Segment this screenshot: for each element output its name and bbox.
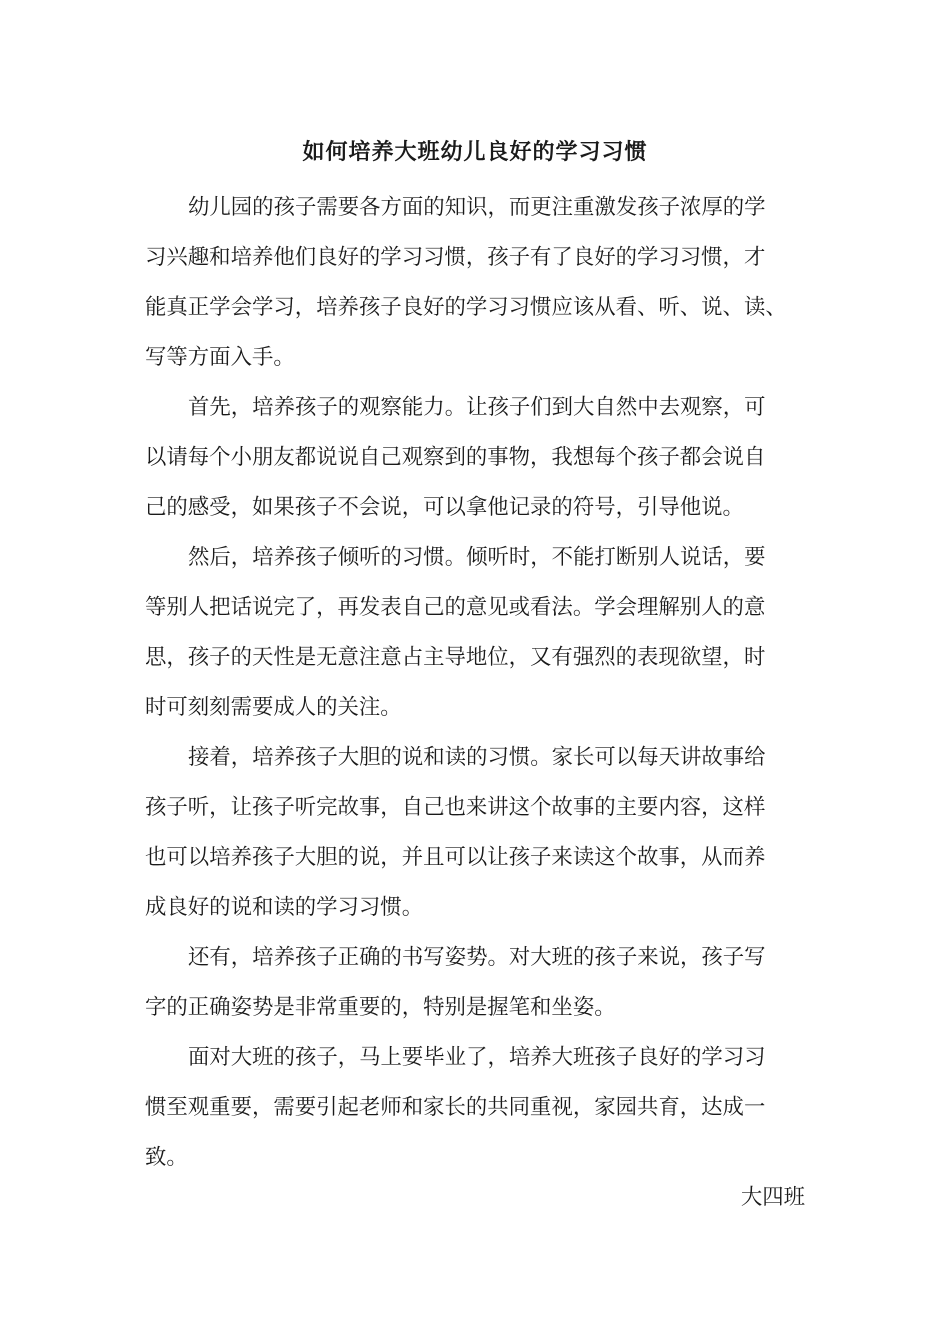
text-line: 首先，培养孩子的观察能力。让孩子们到大自然中去观察，可: [188, 395, 766, 420]
text-line: 惯至观重要，需要引起老师和家长的共同重视，家园共育，达成一: [145, 1095, 766, 1120]
paragraph: [145, 183, 825, 383]
paragraph: [145, 933, 825, 1033]
text-line: 能真正学会学习，培养孩子良好的学习习惯应该从看、听、说、读、: [145, 295, 787, 320]
paragraph: [145, 383, 825, 533]
text-line: 接着，培养孩子大胆的说和读的习惯。家长可以每天讲故事给: [188, 745, 766, 770]
signature: 大四班: [740, 1185, 805, 1210]
text-line: 时可刻刻需要成人的关注。: [145, 695, 402, 720]
paragraph: [145, 733, 825, 933]
text-line: 面对大班的孩子，马上要毕业了，培养大班孩子良好的学习习: [188, 1045, 766, 1070]
text-line: 成良好的说和读的学习习惯。: [145, 895, 424, 920]
text-line: 致。: [145, 1145, 188, 1170]
document-title: 如何培养大班幼儿良好的学习习惯: [302, 139, 648, 165]
text-line: 也可以培养孩子大胆的说，并且可以让孩子来读这个故事，从而养: [145, 845, 766, 870]
text-line: 以请每个小朋友都说说自己观察到的事物，我想每个孩子都会说自: [145, 445, 766, 470]
document-body: [145, 183, 825, 1183]
paragraph: [145, 1033, 825, 1183]
text-line: 然后，培养孩子倾听的习惯。倾听时，不能打断别人说话，要: [188, 545, 766, 570]
text-line: 思，孩子的天性是无意注意占主导地位，又有强烈的表现欲望，时: [145, 645, 766, 670]
text-line: 习兴趣和培养他们良好的学习习惯，孩子有了良好的学习习惯，才: [145, 245, 766, 270]
text-line: 幼儿园的孩子需要各方面的知识，而更注重激发孩子浓厚的学: [188, 195, 766, 220]
text-line: 字的正确姿势是非常重要的，特别是握笔和坐姿。: [145, 995, 616, 1020]
text-line: 等别人把话说完了，再发表自己的意见或看法。学会理解别人的意: [145, 595, 766, 620]
text-line: 己的感受，如果孩子不会说，可以拿他记录的符号，引导他说。: [145, 495, 744, 520]
text-line: 还有，培养孩子正确的书写姿势。对大班的孩子来说，孩子写: [188, 945, 766, 970]
text-line: 写等方面入手。: [145, 345, 295, 370]
text-line: 孩子听，让孩子听完故事，自己也来讲这个故事的主要内容，这样: [145, 795, 766, 820]
paragraph: [145, 533, 825, 733]
